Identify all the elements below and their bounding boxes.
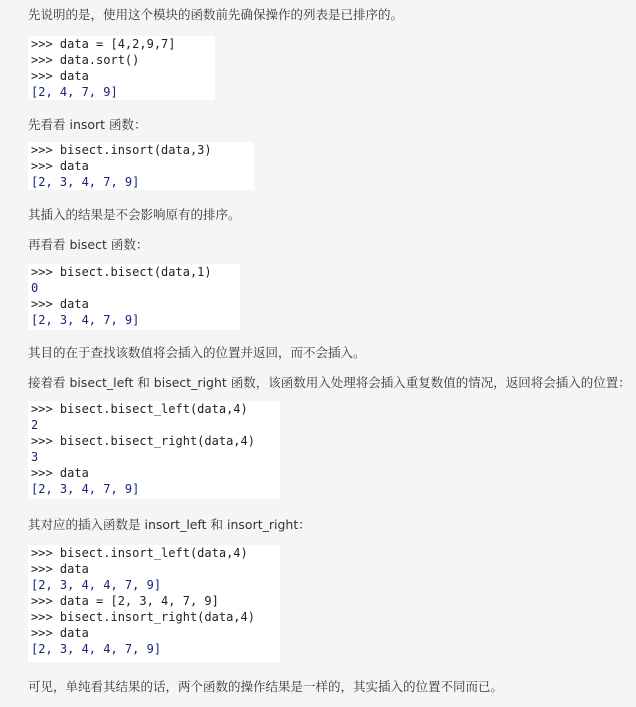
paragraph-insort-heading: 先看看 insort 函数： [28,117,147,132]
paragraph-conclusion: 可见，单纯看其结果的话，两个函数的操作结果是一样的，其实插入的位置不同而已。 [28,679,504,694]
paragraph-insort-left-right-heading: 其对应的插入函数是 insort_left 和 insort_right： [28,517,311,532]
paragraph-insort-result: 其插入的结果是不会影响原有的排序。 [28,207,241,222]
code-output: [2, 3, 4, 7, 9] [31,313,140,327]
code-line: >>> data = [4,2,9,7] [31,37,176,51]
code-line: >>> data [31,626,89,640]
code-output: [2, 3, 4, 4, 7, 9] [31,642,162,656]
code-line: >>> bisect.insort_left(data,4) [31,546,248,560]
code-line: >>> bisect.insort(data,3) [31,143,212,157]
code-block-bisect [28,264,240,330]
code-line: >>> data [31,69,89,83]
code-line: >>> bisect.bisect_right(data,4) [31,434,255,448]
paragraph-intro: 先说明的是，使用这个模块的函数前先确保操作的列表是已排序的。 [28,7,404,22]
paragraph-bisect-heading: 再看看 bisect 函数： [28,237,149,252]
code-line: >>> bisect.insort_right(data,4) [31,610,255,624]
code-line: >>> data = [2, 3, 4, 7, 9] [31,594,219,608]
code-block-bisect-left-right [28,401,280,499]
code-output: [2, 3, 4, 7, 9] [31,482,140,496]
code-line: >>> data [31,297,89,311]
code-output: [2, 4, 7, 9] [31,85,118,99]
code-line: >>> bisect.bisect_left(data,4) [31,402,248,416]
paragraph-left-right-heading: 接着看 bisect_left 和 bisect_right 函数，该函数用入处理将会插入重复数值的情况，返回将会插入的位置： [28,375,631,390]
code-output: [2, 3, 4, 7, 9] [31,175,140,189]
code-line: >>> data [31,466,89,480]
code-line: >>> data [31,159,89,173]
code-block-insort-left-right [28,545,280,662]
code-block-sort [28,36,215,100]
code-output: [2, 3, 4, 4, 7, 9] [31,578,162,592]
code-block-insort [28,142,254,190]
code-output: 3 [31,450,39,464]
code-output: 2 [31,418,39,432]
code-line: >>> data [31,562,89,576]
code-line: >>> data.sort() [31,53,140,67]
paragraph-bisect-purpose: 其目的在于查找该数值将会插入的位置并返回，而不会插入。 [28,345,366,360]
code-line: >>> bisect.bisect(data,1) [31,265,212,279]
code-output: 0 [31,281,39,295]
